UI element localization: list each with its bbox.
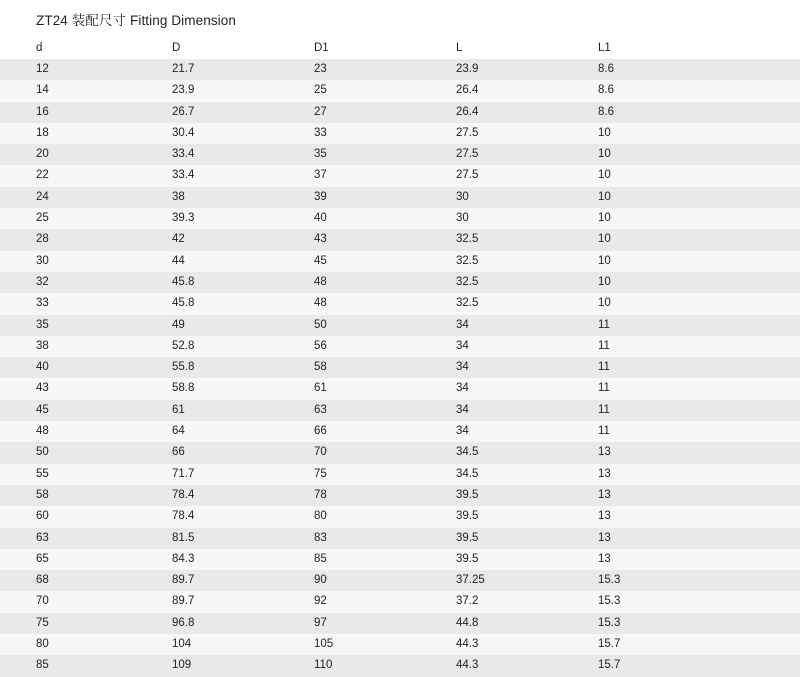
table-cell: 18 xyxy=(0,123,140,144)
table-cell: 32.5 xyxy=(420,272,560,293)
table-cell: 34 xyxy=(420,378,560,399)
table-cell: 66 xyxy=(140,442,280,463)
table-cell: 90 xyxy=(280,570,420,591)
table-cell: 11 xyxy=(560,400,800,421)
table-cell: 21.7 xyxy=(140,59,280,80)
table-row xyxy=(0,634,800,655)
table-cell: 45 xyxy=(0,400,140,421)
table-row xyxy=(0,123,800,144)
table-header-row xyxy=(0,37,800,59)
table-cell: 10 xyxy=(560,187,800,208)
table-cell: 64 xyxy=(140,421,280,442)
table-row xyxy=(0,59,800,80)
table-cell: 28 xyxy=(0,229,140,250)
table-cell: 97 xyxy=(280,613,420,634)
table-cell: 104 xyxy=(140,634,280,655)
table-cell: 13 xyxy=(560,506,800,527)
table-cell: 44.3 xyxy=(420,634,560,655)
table-cell: 70 xyxy=(0,591,140,612)
table-cell: 15.3 xyxy=(560,613,800,634)
table-cell: 34 xyxy=(420,357,560,378)
table-row xyxy=(0,655,800,676)
table-cell: 105 xyxy=(280,634,420,655)
table-cell: 20 xyxy=(0,144,140,165)
table-cell: 63 xyxy=(280,400,420,421)
table-cell: 39.3 xyxy=(140,208,280,229)
table-cell: 42 xyxy=(140,229,280,250)
table-cell: 13 xyxy=(560,464,800,485)
table-cell: 8.6 xyxy=(560,80,800,101)
table-cell: 10 xyxy=(560,229,800,250)
table-cell: 10 xyxy=(560,208,800,229)
table-cell: 39.5 xyxy=(420,485,560,506)
table-row xyxy=(0,400,800,421)
table-cell: 32.5 xyxy=(420,251,560,272)
table-cell: 49 xyxy=(140,315,280,336)
table-row xyxy=(0,187,800,208)
table-cell: 33.4 xyxy=(140,165,280,186)
table-cell: 13 xyxy=(560,442,800,463)
table-cell: 58.8 xyxy=(140,378,280,399)
table-row xyxy=(0,506,800,527)
table-cell: 33 xyxy=(0,293,140,314)
table-row xyxy=(0,357,800,378)
table-cell: 44.3 xyxy=(420,655,560,676)
table-cell: 30.4 xyxy=(140,123,280,144)
table-cell: 56 xyxy=(280,336,420,357)
table-cell: 26.4 xyxy=(420,80,560,101)
table-cell: 70 xyxy=(280,442,420,463)
table-cell: 52.8 xyxy=(140,336,280,357)
column-header-D: D xyxy=(140,37,280,59)
table-cell: 80 xyxy=(280,506,420,527)
table-cell: 55.8 xyxy=(140,357,280,378)
table-cell: 96.8 xyxy=(140,613,280,634)
table-cell: 71.7 xyxy=(140,464,280,485)
table-cell: 15.3 xyxy=(560,570,800,591)
table-cell: 66 xyxy=(280,421,420,442)
table-cell: 83 xyxy=(280,528,420,549)
table-cell: 89.7 xyxy=(140,591,280,612)
table-row xyxy=(0,229,800,250)
table-cell: 80 xyxy=(0,634,140,655)
table-cell: 15.7 xyxy=(560,655,800,676)
table-cell: 60 xyxy=(0,506,140,527)
table-cell: 110 xyxy=(280,655,420,676)
table-cell: 13 xyxy=(560,549,800,570)
table-row xyxy=(0,591,800,612)
table-cell: 23.9 xyxy=(420,59,560,80)
table-cell: 38 xyxy=(0,336,140,357)
table-cell: 32 xyxy=(0,272,140,293)
table-row xyxy=(0,251,800,272)
table-cell: 40 xyxy=(0,357,140,378)
table-row xyxy=(0,208,800,229)
page-title: ZT24 装配尺寸 Fitting Dimension xyxy=(36,13,236,28)
table-row xyxy=(0,613,800,634)
table-cell: 10 xyxy=(560,293,800,314)
table-cell: 34 xyxy=(420,400,560,421)
table-cell: 30 xyxy=(420,208,560,229)
table-cell: 50 xyxy=(0,442,140,463)
table-cell: 35 xyxy=(0,315,140,336)
table-cell: 13 xyxy=(560,528,800,549)
table-row xyxy=(0,442,800,463)
table-cell: 13 xyxy=(560,485,800,506)
table-cell: 10 xyxy=(560,123,800,144)
table-row xyxy=(0,528,800,549)
table-row xyxy=(0,144,800,165)
table-cell: 37.25 xyxy=(420,570,560,591)
table-row xyxy=(0,272,800,293)
table-cell: 11 xyxy=(560,357,800,378)
table-cell: 33.4 xyxy=(140,144,280,165)
table-cell: 85 xyxy=(280,549,420,570)
column-header-L: L xyxy=(420,37,560,59)
table-cell: 11 xyxy=(560,336,800,357)
table-row xyxy=(0,421,800,442)
table-cell: 58 xyxy=(280,357,420,378)
table-cell: 45 xyxy=(280,251,420,272)
table-cell: 43 xyxy=(0,378,140,399)
table-cell: 34 xyxy=(420,336,560,357)
table-cell: 39.5 xyxy=(420,506,560,527)
table-cell: 37.2 xyxy=(420,591,560,612)
table-cell: 16 xyxy=(0,102,140,123)
table-cell: 26.7 xyxy=(140,102,280,123)
table-cell: 10 xyxy=(560,272,800,293)
table-cell: 32.5 xyxy=(420,229,560,250)
table-row xyxy=(0,165,800,186)
table-cell: 92 xyxy=(280,591,420,612)
table-cell: 37 xyxy=(280,165,420,186)
table-cell: 78 xyxy=(280,485,420,506)
table-cell: 48 xyxy=(280,272,420,293)
table-cell: 55 xyxy=(0,464,140,485)
table-row xyxy=(0,549,800,570)
table-cell: 75 xyxy=(280,464,420,485)
table-cell: 30 xyxy=(420,187,560,208)
table-cell: 34.5 xyxy=(420,442,560,463)
table-cell: 58 xyxy=(0,485,140,506)
table-cell: 48 xyxy=(280,293,420,314)
table-cell: 50 xyxy=(280,315,420,336)
table-cell: 8.6 xyxy=(560,59,800,80)
table-cell: 11 xyxy=(560,421,800,442)
table-cell: 75 xyxy=(0,613,140,634)
table-cell: 78.4 xyxy=(140,506,280,527)
table-row xyxy=(0,293,800,314)
table-cell: 39.5 xyxy=(420,549,560,570)
table-cell: 85 xyxy=(0,655,140,676)
table-cell: 39.5 xyxy=(420,528,560,549)
table-cell: 33 xyxy=(280,123,420,144)
table-cell: 84.3 xyxy=(140,549,280,570)
table-cell: 25 xyxy=(280,80,420,101)
table-cell: 24 xyxy=(0,187,140,208)
table-cell: 44 xyxy=(140,251,280,272)
table-cell: 68 xyxy=(0,570,140,591)
table-cell: 48 xyxy=(0,421,140,442)
table-cell: 11 xyxy=(560,315,800,336)
table-cell: 40 xyxy=(280,208,420,229)
table-cell: 23 xyxy=(280,59,420,80)
table-cell: 30 xyxy=(0,251,140,272)
table-cell: 10 xyxy=(560,144,800,165)
table-cell: 27.5 xyxy=(420,165,560,186)
table-cell: 8.6 xyxy=(560,102,800,123)
table-cell: 38 xyxy=(140,187,280,208)
table-row xyxy=(0,336,800,357)
table-cell: 34 xyxy=(420,315,560,336)
table-cell: 35 xyxy=(280,144,420,165)
table-cell: 61 xyxy=(140,400,280,421)
table-cell: 25 xyxy=(0,208,140,229)
table-cell: 12 xyxy=(0,59,140,80)
table-cell: 15.3 xyxy=(560,591,800,612)
table-cell: 22 xyxy=(0,165,140,186)
table-cell: 78.4 xyxy=(140,485,280,506)
table-row xyxy=(0,102,800,123)
table-cell: 26.4 xyxy=(420,102,560,123)
table-cell: 63 xyxy=(0,528,140,549)
table-cell: 61 xyxy=(280,378,420,399)
table-cell: 34 xyxy=(420,421,560,442)
fitting-dimension-table xyxy=(0,37,800,677)
table-cell: 23.9 xyxy=(140,80,280,101)
table-cell: 44.8 xyxy=(420,613,560,634)
table-cell: 34.5 xyxy=(420,464,560,485)
table-row xyxy=(0,80,800,101)
column-header-D1: D1 xyxy=(280,37,420,59)
table-cell: 43 xyxy=(280,229,420,250)
table-cell: 15.7 xyxy=(560,634,800,655)
table-cell: 45.8 xyxy=(140,272,280,293)
table-row xyxy=(0,315,800,336)
column-header-d: d xyxy=(0,37,140,59)
table-row xyxy=(0,485,800,506)
table-body xyxy=(0,59,800,677)
table-row xyxy=(0,464,800,485)
table-cell: 45.8 xyxy=(140,293,280,314)
table-cell: 109 xyxy=(140,655,280,676)
table-row xyxy=(0,378,800,399)
table-cell: 27.5 xyxy=(420,144,560,165)
table-cell: 39 xyxy=(280,187,420,208)
table-cell: 10 xyxy=(560,251,800,272)
table-cell: 14 xyxy=(0,80,140,101)
table-cell: 11 xyxy=(560,378,800,399)
table-row xyxy=(0,570,800,591)
table-cell: 89.7 xyxy=(140,570,280,591)
table-cell: 10 xyxy=(560,165,800,186)
table-cell: 32.5 xyxy=(420,293,560,314)
table-cell: 27 xyxy=(280,102,420,123)
table-cell: 81.5 xyxy=(140,528,280,549)
table-header xyxy=(0,37,800,59)
table-cell: 27.5 xyxy=(420,123,560,144)
column-header-L1: L1 xyxy=(560,37,800,59)
table-cell: 65 xyxy=(0,549,140,570)
